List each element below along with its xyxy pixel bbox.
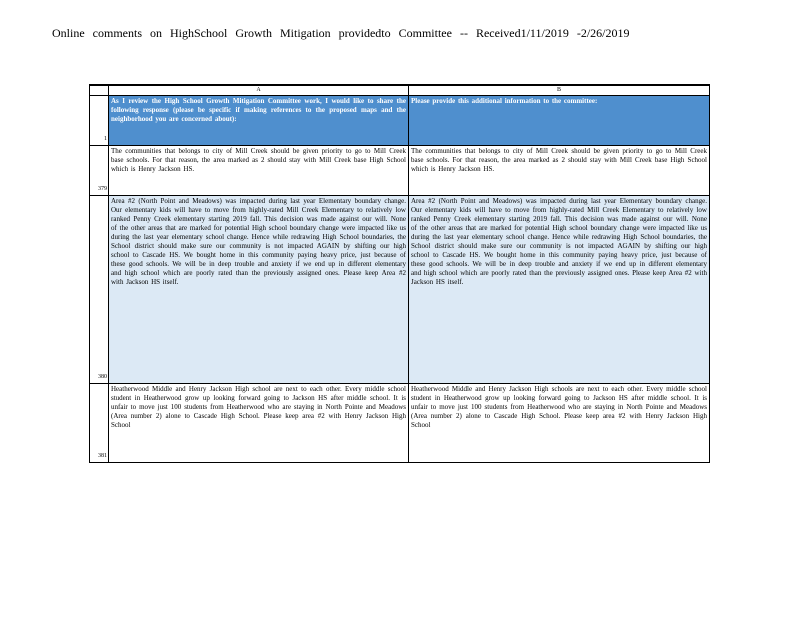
table-row (90, 196, 710, 384)
comment-cell-b[interactable]: The communities that belongs to city of Mill Creek should be given priority to go to Mill Creek base schools. For that reason, the area marked as 2 should stay with Mill Creek base High School which is Henry Jackson HS. (409, 146, 710, 196)
question-cell-a[interactable]: As I review the High School Growth Mitigation Committee work, I would like to share the following response (please be specific if making references to the proposed maps and the neighborhood you are concerned about): (109, 96, 409, 146)
row-number[interactable]: 1 (90, 96, 109, 146)
column-header-row (90, 85, 710, 96)
comment-cell-b[interactable]: Heatherwood Middle and Henry Jackson High schools are next to each other. Every middle school student in Heatherwood grow up looking forward going to Jackson HS after middle school. It is unfair to move just 100 students from Heatherwood who are staying in North Pointe and Meadows (Area number 2) alone to Cascade High School. Please keep area #2 with Henry Jackson High School (409, 384, 710, 463)
question-header-row (90, 96, 710, 146)
comment-cell-a[interactable]: Heatherwood Middle and Henry Jackson High school are next to each other. Every middle school student in Heatherwood grow up looking forward going to Jackson HS after middle school. It is unfair to move just 100 students from Heatherwood who are staying in North Pointe and Meadows (Area number 2) alone to Cascade High School. Please keep area #2 with Henry Jackson High School (109, 384, 409, 463)
row-number[interactable]: 380 (90, 196, 109, 384)
corner-cell[interactable] (90, 85, 109, 96)
question-cell-b[interactable]: Please provide this additional information to the committee: (409, 96, 710, 146)
column-header-a[interactable]: A (109, 85, 409, 96)
row-number[interactable]: 381 (90, 384, 109, 463)
comment-cell-a[interactable]: The communities that belongs to city of Mill Creek should be given priority to go to Mill Creek base schools. For that reason, the area marked as 2 should stay with Mill Creek base High School which is Henry Jackson HS. (109, 146, 409, 196)
document-title: Online comments on HighSchool Growth Mitigation providedto Committee -- Received1/11/2019 -2/26/2019 (52, 26, 630, 40)
table-row (90, 384, 710, 463)
column-header-b[interactable]: B (409, 85, 710, 96)
comment-cell-b[interactable]: Area #2 (North Point and Meadows) was impacted during last year Elementary boundary change. Our elementary kids will have to move from highly-rated Mill Creek Elementary to relatively low ranked Penny Creek elementary starting 2019 fall. This decision was made against our will. None of the other areas that are marked for potential High school boundary change were impacted like us during the last year elementary school change. Hence while redrawing High School boundaries, the School district should make sure our community is not impacted AGAIN by shifting our high school to Cascade HS. We bought home in this community paying heavy price, just because of these good schools. We will be in deep trouble and anxiety if we end up in different elementary and high school which are poorly rated than the previously assigned ones. Please keep Area #2 with Jackson HS itself. (409, 196, 710, 384)
comment-cell-a[interactable]: Area #2 (North Point and Meadows) was impacted during last year Elementary boundary change. Our elementary kids will have to move from highly-rated Mill Creek Elementary to relatively low ranked Penny Creek elementary starting 2019 fall. This decision was made against our will. None of the other areas that are marked for potential High school boundary change were impacted like us during the last year elementary school change. Hence while redrawing High School boundaries, the School district should make sure our community is not impacted AGAIN by shifting our high school to Cascade HS. We bought home in this community paying heavy price, just because of these good schools. We will be in deep trouble and anxiety if we end up in different elementary and high school which are poorly rated than the previously assigned ones. Please keep Area #2 with Jackson HS itself. (109, 196, 409, 384)
row-number[interactable]: 379 (90, 146, 109, 196)
table-row (90, 146, 710, 196)
comments-table (89, 84, 710, 463)
